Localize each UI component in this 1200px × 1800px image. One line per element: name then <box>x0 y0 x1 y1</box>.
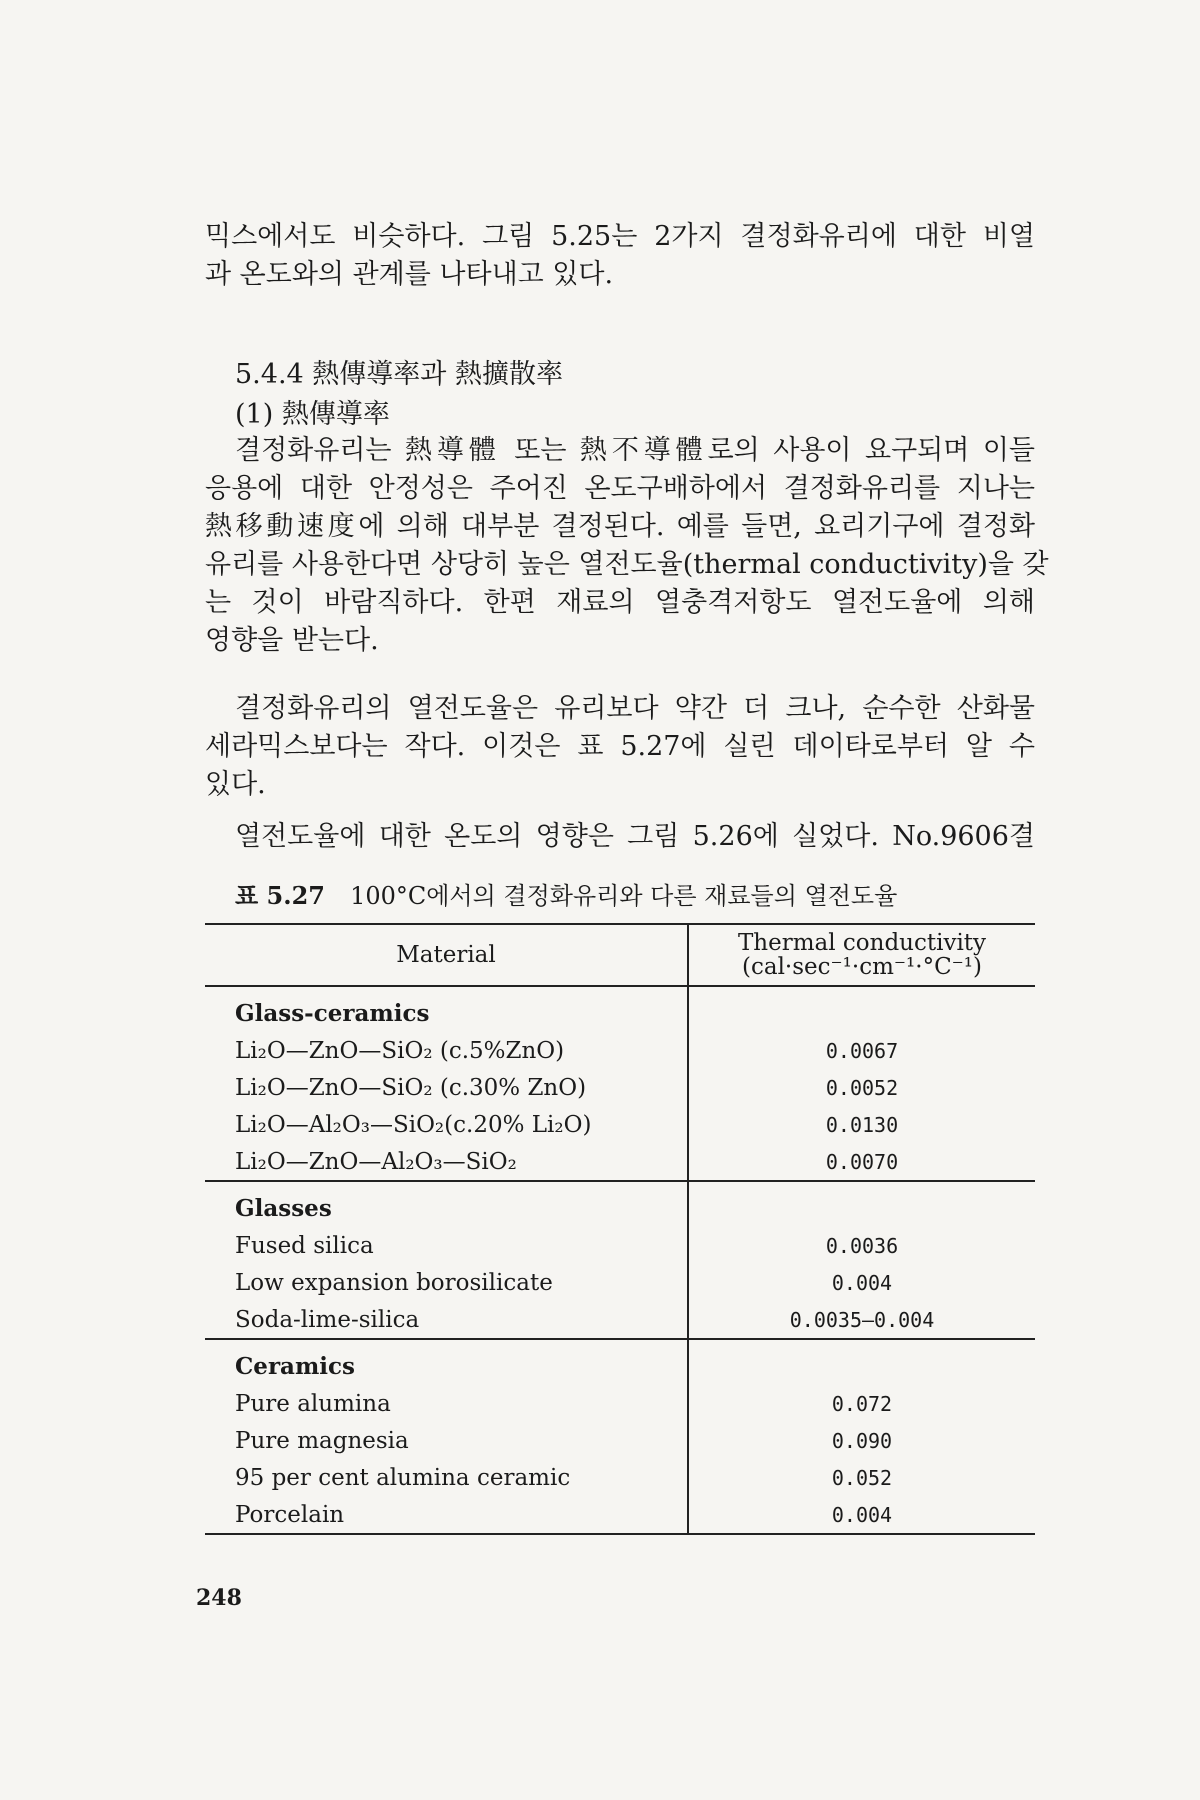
table-row <box>205 1106 1035 1143</box>
section-heading: 5.4.4 熱傳導率과 熱擴散率 <box>235 359 563 390</box>
page-number: 248 <box>196 1585 242 1611</box>
text-line: 영향을 받는다. <box>205 625 379 656</box>
text-line: 응용에 대한 안정성은 주어진 온도구배하에서 결정화유리를 지나는 <box>205 473 1035 504</box>
table-row <box>205 1301 1035 1339</box>
table-header-row <box>205 924 1035 986</box>
group-name: Glass-ceramics <box>205 986 688 1032</box>
value-cell: 0.052 <box>831 1465 893 1490</box>
material-cell: Li₂O—ZnO—Al₂O₃—SiO₂ <box>205 1143 688 1181</box>
material-cell: Soda-lime-silica <box>205 1301 688 1339</box>
table-row <box>205 1496 1035 1534</box>
text-line: 는 것이 바람직하다. 한편 재료의 열충격저항도 열전도율에 의해 <box>205 587 1035 618</box>
value-cell: 0.0035—0.004 <box>789 1307 935 1332</box>
material-cell: Low expansion borosilicate <box>205 1264 688 1301</box>
table-row <box>205 1422 1035 1459</box>
material-cell: Porcelain <box>205 1496 688 1534</box>
header-material: Material <box>205 924 688 986</box>
value-cell: 0.072 <box>831 1391 893 1416</box>
header-tc-units: (cal·sec⁻¹·cm⁻¹·°C⁻¹) <box>742 954 982 980</box>
paragraph-comparison <box>205 690 1035 804</box>
text-line: 세라믹스보다는 작다. 이것은 표 5.27에 실린 데이타로부터 알 수 <box>205 731 1035 762</box>
group-row <box>205 1181 1035 1227</box>
paragraph-thermal-conductivity <box>205 432 1049 660</box>
material-cell: Pure magnesia <box>205 1422 688 1459</box>
value-cell: 0.0130 <box>825 1112 899 1137</box>
text-line: 熱移動速度에 의해 대부분 결정된다. 예를 들면, 요리기구에 결정화 <box>205 511 1035 542</box>
value-cell: 0.0052 <box>825 1075 899 1100</box>
value-cell: 0.0067 <box>825 1038 899 1063</box>
group-row <box>205 986 1035 1032</box>
header-thermal-conductivity <box>688 924 1035 986</box>
material-cell: Li₂O—Al₂O₃—SiO₂(c.20% Li₂O) <box>205 1106 688 1143</box>
header-tc-title: Thermal conductivity <box>737 930 987 956</box>
table-caption-text: 100°C에서의 결정화유리와 다른 재료들의 열전도율 <box>350 882 898 910</box>
table-row <box>205 1143 1035 1181</box>
group-name: Ceramics <box>205 1339 688 1385</box>
table-row <box>205 1069 1035 1106</box>
text-line: 과 온도와의 관계를 나타내고 있다. <box>205 259 614 290</box>
thermal-conductivity-table <box>205 923 1035 1535</box>
value-cell: 0.004 <box>688 1496 1035 1534</box>
table-row <box>205 1264 1035 1301</box>
text-line: 결정화유리의 열전도율은 유리보다 약간 더 크나, 순수한 산화물 <box>235 693 1035 724</box>
table-row <box>205 1385 1035 1422</box>
subsection-heading: (1) 熱傳導率 <box>235 399 390 430</box>
material-cell: Li₂O—ZnO—SiO₂ (c.30% ZnO) <box>205 1069 688 1106</box>
table-row <box>205 1459 1035 1496</box>
text-line: 믹스에서도 비슷하다. 그림 5.25는 2가지 결정화유리에 대한 비열 <box>205 221 1035 252</box>
text-line: 결정화유리는 熱導體 또는 熱不導體로의 사용이 요구되며 이들 <box>235 435 1035 466</box>
material-cell: Pure alumina <box>205 1385 688 1422</box>
material-cell: Fused silica <box>205 1227 688 1264</box>
value-cell: 0.090 <box>831 1428 893 1453</box>
table-row <box>205 1032 1035 1069</box>
paragraph-temperature <box>205 818 1035 856</box>
table-row <box>205 1227 1035 1264</box>
intro-paragraph <box>205 218 1035 294</box>
material-cell: Li₂O—ZnO—SiO₂ (c.5%ZnO) <box>205 1032 688 1069</box>
material-cell: 95 per cent alumina ceramic <box>205 1459 688 1496</box>
group-name: Glasses <box>205 1181 688 1227</box>
text-line: 있다. <box>205 769 266 800</box>
table-caption <box>235 876 897 911</box>
text-line: 열전도율에 대한 온도의 영향은 그림 5.26에 실었다. No.9606결 <box>235 821 1035 852</box>
value-cell: 0.0036 <box>825 1233 899 1258</box>
group-row <box>205 1339 1035 1385</box>
table-number: 표 5.27 <box>235 881 325 910</box>
value-cell: 0.0070 <box>825 1149 899 1174</box>
value-cell: 0.004 <box>831 1270 893 1295</box>
text-line: 유리를 사용한다면 상당히 높은 열전도율(thermal conductivity)을 갖 <box>205 549 1049 580</box>
